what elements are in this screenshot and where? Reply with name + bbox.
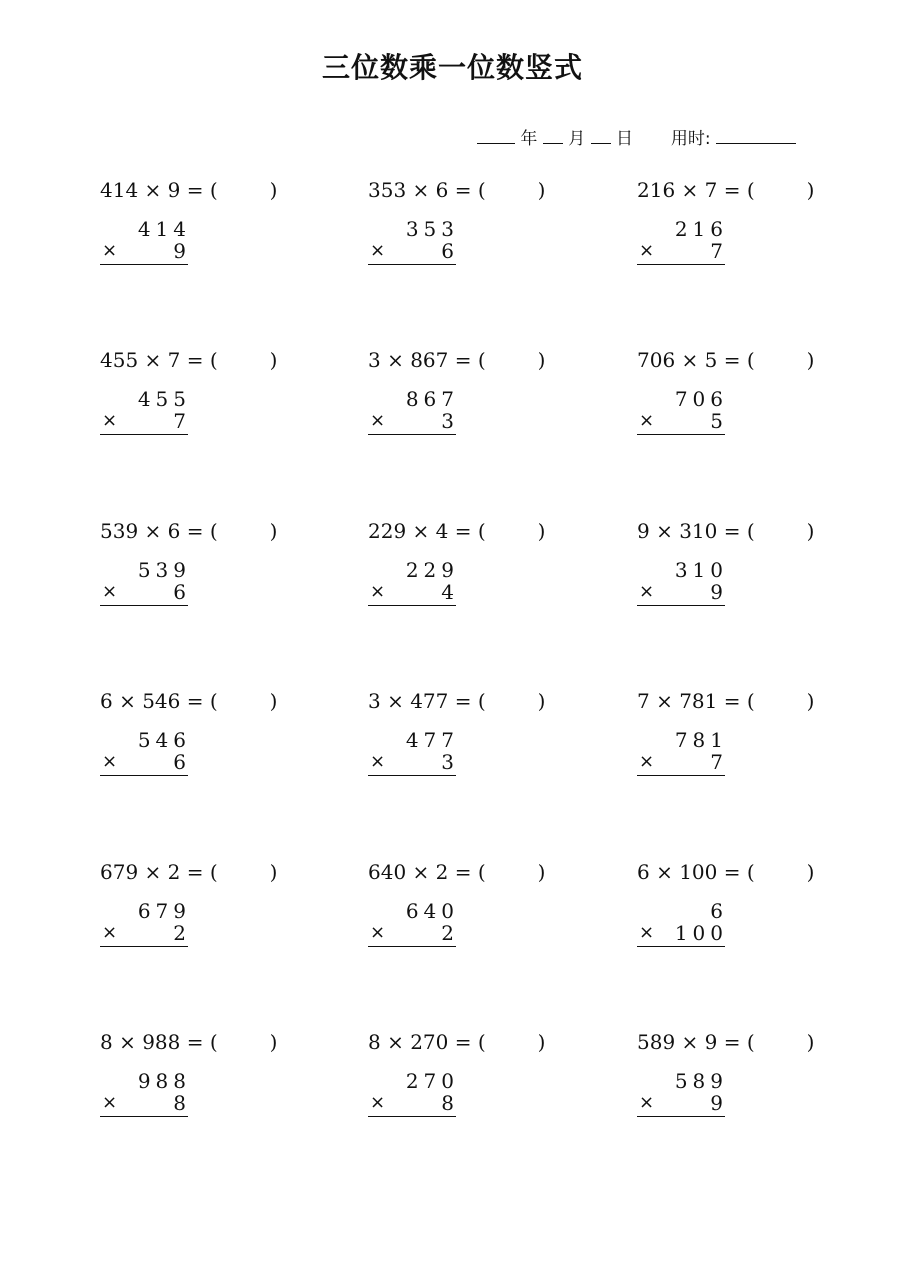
- equation-text: 6 × 546 = (: [100, 689, 218, 713]
- time-blank[interactable]: [716, 129, 796, 144]
- times-icon: ×: [639, 751, 655, 772]
- multiplier-row: [637, 1091, 728, 1117]
- problem-item: [100, 689, 320, 799]
- problem-item: [637, 178, 857, 288]
- times-icon: ×: [639, 240, 655, 261]
- bottom-number: 6: [173, 750, 191, 774]
- problem-item: [368, 348, 588, 458]
- multiplier-row: [100, 1091, 191, 1117]
- equation-text: 589 × 9 = (: [637, 1030, 755, 1054]
- equation: [637, 689, 814, 713]
- vertical-form: [100, 1069, 191, 1117]
- top-number: 546: [137, 728, 191, 752]
- times-icon: ×: [370, 581, 386, 602]
- vertical-form: [637, 387, 728, 435]
- times-icon: ×: [102, 1092, 118, 1113]
- close-paren: ): [537, 860, 546, 884]
- multiplier-row: [637, 239, 728, 265]
- problem-item: [637, 519, 857, 629]
- close-paren: ): [806, 178, 815, 202]
- month-blank[interactable]: [543, 129, 563, 144]
- equation: [368, 519, 545, 543]
- problem-item: [368, 1030, 588, 1140]
- top-number: 781: [674, 728, 728, 752]
- multiplier-row: [637, 580, 728, 606]
- multiplier-row: [100, 750, 191, 776]
- multiplier-row: [100, 580, 191, 606]
- multiplier-row: [368, 239, 459, 265]
- vertical-form: [637, 728, 728, 776]
- equation: [368, 348, 545, 372]
- top-number: 988: [137, 1069, 191, 1093]
- vertical-form: [100, 728, 191, 776]
- top-number: 539: [137, 558, 191, 582]
- equation: [368, 689, 545, 713]
- top-number: 310: [674, 558, 728, 582]
- multiplier-row: [368, 750, 459, 776]
- bottom-number: 3: [441, 750, 459, 774]
- top-number: 455: [137, 387, 191, 411]
- times-icon: ×: [102, 751, 118, 772]
- bottom-number: 9: [173, 239, 191, 263]
- top-number: 353: [405, 217, 459, 241]
- equation: [100, 860, 277, 884]
- close-paren: ): [537, 689, 546, 713]
- equation-text: 7 × 781 = (: [637, 689, 755, 713]
- close-paren: ): [269, 178, 278, 202]
- top-number: 679: [137, 899, 191, 923]
- equation: [100, 178, 277, 202]
- problem-item: [368, 860, 588, 970]
- bottom-number: 2: [441, 921, 459, 945]
- multiplier-row: [100, 921, 191, 947]
- bottom-number: 9: [710, 580, 728, 604]
- close-paren: ): [269, 348, 278, 372]
- times-icon: ×: [102, 581, 118, 602]
- top-number: 589: [674, 1069, 728, 1093]
- multiplier-row: [100, 239, 191, 265]
- equation: [100, 1030, 277, 1054]
- day-blank[interactable]: [591, 129, 611, 144]
- bottom-number: 100: [674, 921, 728, 945]
- problem-item: [637, 348, 857, 458]
- problem-item: [100, 860, 320, 970]
- equation: [100, 348, 277, 372]
- equation-text: 3 × 867 = (: [368, 348, 486, 372]
- vertical-form: [637, 899, 728, 947]
- multiplier-row: [368, 580, 459, 606]
- equation-text: 229 × 4 = (: [368, 519, 486, 543]
- top-number: 414: [137, 217, 191, 241]
- bottom-number: 6: [441, 239, 459, 263]
- close-paren: ): [806, 689, 815, 713]
- equation: [637, 860, 814, 884]
- vertical-form: [368, 899, 459, 947]
- multiplier-row: [637, 409, 728, 435]
- times-icon: ×: [639, 410, 655, 431]
- times-icon: ×: [370, 922, 386, 943]
- equation-text: 539 × 6 = (: [100, 519, 218, 543]
- problem-item: [100, 519, 320, 629]
- vertical-form: [637, 558, 728, 606]
- equation-text: 8 × 270 = (: [368, 1030, 486, 1054]
- equation-text: 679 × 2 = (: [100, 860, 218, 884]
- bottom-number: 6: [173, 580, 191, 604]
- equation: [637, 519, 814, 543]
- times-icon: ×: [370, 410, 386, 431]
- times-icon: ×: [370, 240, 386, 261]
- close-paren: ): [806, 1030, 815, 1054]
- year-label: 年: [520, 129, 538, 149]
- vertical-form: [637, 217, 728, 265]
- times-icon: ×: [370, 1092, 386, 1113]
- worksheet-title: 三位数乘一位数竖式: [321, 51, 583, 84]
- close-paren: ): [269, 1030, 278, 1054]
- close-paren: ): [269, 519, 278, 543]
- vertical-form: [368, 387, 459, 435]
- year-blank[interactable]: [477, 129, 515, 144]
- top-number: 640: [405, 899, 459, 923]
- times-icon: ×: [102, 922, 118, 943]
- top-number: 706: [674, 387, 728, 411]
- close-paren: ): [269, 689, 278, 713]
- equation-text: 455 × 7 = (: [100, 348, 218, 372]
- bottom-number: 7: [710, 750, 728, 774]
- equation: [637, 348, 814, 372]
- times-icon: ×: [639, 1092, 655, 1113]
- problem-item: [637, 1030, 857, 1140]
- equation-text: 216 × 7 = (: [637, 178, 755, 202]
- problem-item: [100, 178, 320, 288]
- close-paren: ): [537, 348, 546, 372]
- bottom-number: 4: [441, 580, 459, 604]
- top-number: 229: [405, 558, 459, 582]
- bottom-number: 5: [710, 409, 728, 433]
- close-paren: ): [806, 860, 815, 884]
- top-number: 270: [405, 1069, 459, 1093]
- equation-text: 6 × 100 = (: [637, 860, 755, 884]
- bottom-number: 7: [710, 239, 728, 263]
- close-paren: ): [537, 1030, 546, 1054]
- equation-text: 414 × 9 = (: [100, 178, 218, 202]
- equation-text: 353 × 6 = (: [368, 178, 486, 202]
- equation: [637, 178, 814, 202]
- times-icon: ×: [370, 751, 386, 772]
- multiplier-row: [368, 409, 459, 435]
- close-paren: ): [806, 519, 815, 543]
- vertical-form: [637, 1069, 728, 1117]
- vertical-form: [368, 1069, 459, 1117]
- problem-item: [100, 1030, 320, 1140]
- equation-text: 8 × 988 = (: [100, 1030, 218, 1054]
- multiplier-row: [637, 750, 728, 776]
- close-paren: ): [269, 860, 278, 884]
- vertical-form: [368, 728, 459, 776]
- bottom-number: 8: [173, 1091, 191, 1115]
- close-paren: ): [806, 348, 815, 372]
- times-icon: ×: [102, 410, 118, 431]
- multiplier-row: [368, 1091, 459, 1117]
- bottom-number: 3: [441, 409, 459, 433]
- multiplier-row: [637, 921, 728, 947]
- vertical-form: [100, 899, 191, 947]
- equation: [637, 1030, 814, 1054]
- equation: [100, 519, 277, 543]
- month-label: 月: [568, 129, 586, 149]
- vertical-form: [100, 387, 191, 435]
- close-paren: ): [537, 178, 546, 202]
- multiplier-row: [368, 921, 459, 947]
- times-icon: ×: [639, 581, 655, 602]
- vertical-form: [368, 217, 459, 265]
- equation-text: 706 × 5 = (: [637, 348, 755, 372]
- problem-item: [368, 178, 588, 288]
- close-paren: ): [537, 519, 546, 543]
- vertical-form: [368, 558, 459, 606]
- equation: [368, 1030, 545, 1054]
- bottom-number: 2: [173, 921, 191, 945]
- equation-text: 640 × 2 = (: [368, 860, 486, 884]
- equation: [368, 178, 545, 202]
- times-icon: ×: [639, 922, 655, 943]
- equation-text: 9 × 310 = (: [637, 519, 755, 543]
- multiplier-row: [100, 409, 191, 435]
- time-label: 用时:: [670, 129, 711, 149]
- top-number: 477: [405, 728, 459, 752]
- date-time-line: [477, 124, 796, 149]
- bottom-number: 8: [441, 1091, 459, 1115]
- bottom-number: 9: [710, 1091, 728, 1115]
- vertical-form: [100, 217, 191, 265]
- problem-item: [637, 860, 857, 970]
- problem-item: [368, 519, 588, 629]
- equation-text: 3 × 477 = (: [368, 689, 486, 713]
- problem-item: [637, 689, 857, 799]
- times-icon: ×: [102, 240, 118, 261]
- problem-item: [100, 348, 320, 458]
- top-number: 6: [710, 899, 728, 923]
- equation: [368, 860, 545, 884]
- problem-item: [368, 689, 588, 799]
- vertical-form: [100, 558, 191, 606]
- equation: [100, 689, 277, 713]
- top-number: 867: [405, 387, 459, 411]
- top-number: 216: [674, 217, 728, 241]
- bottom-number: 7: [173, 409, 191, 433]
- day-label: 日: [616, 129, 634, 149]
